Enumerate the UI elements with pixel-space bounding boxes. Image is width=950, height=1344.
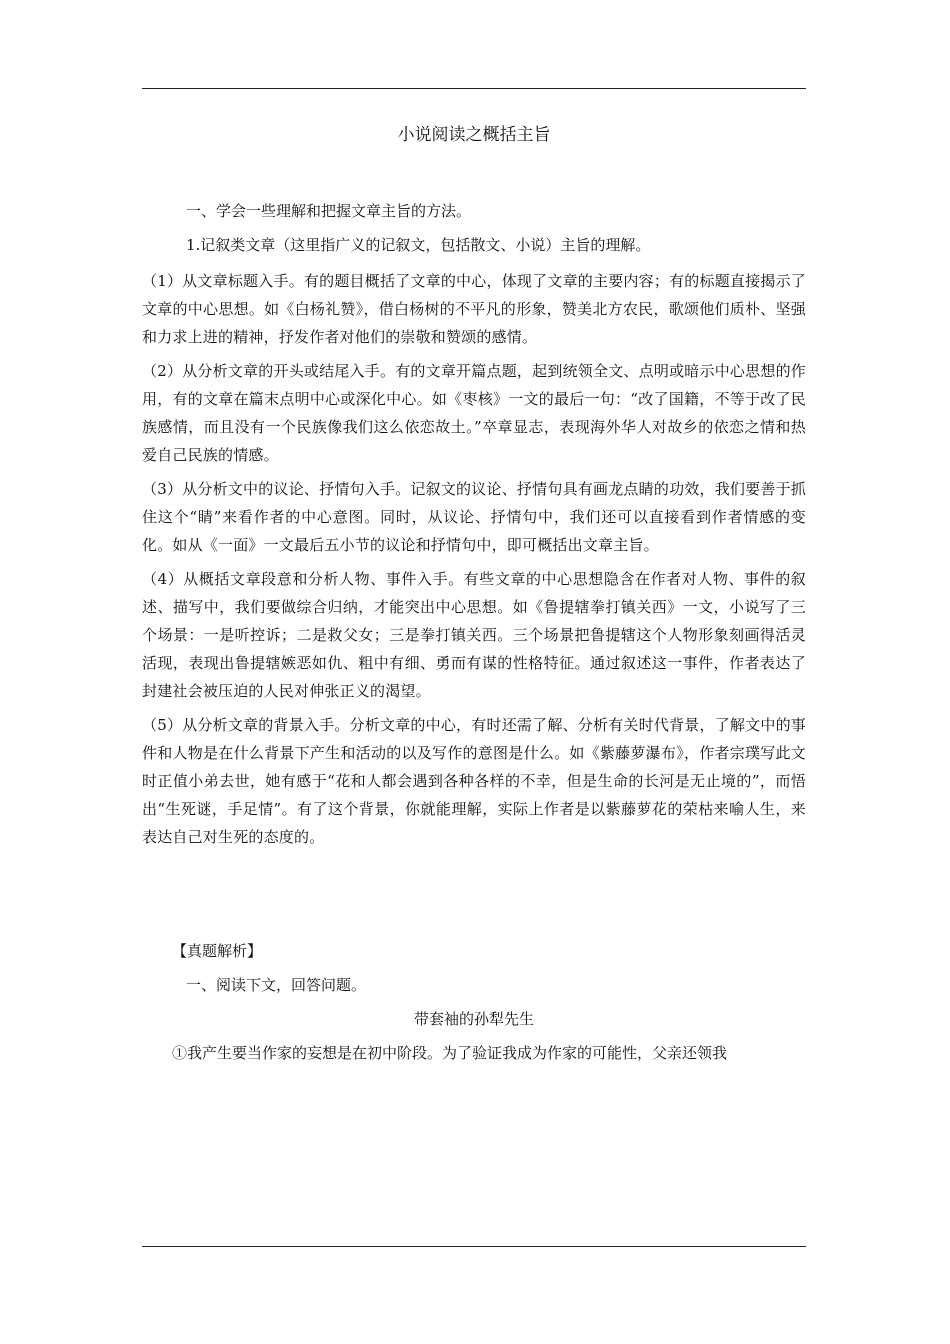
paragraph-method-3: （3）从分析文中的议论、抒情句入手。记叙文的议论、抒情句具有画龙点睛的功效，我们要善于抓住这个“睛”来看作者的中心意图。同时，从议论、抒情句中，我们还可以直接看到作者情感的变化。如从《一面》一文最后五小节的议论和抒情句中，即可概括出文章主旨。 xyxy=(142,480,806,554)
story-title: 带套袖的孙犁先生 xyxy=(413,1010,534,1028)
header-rule xyxy=(142,88,806,89)
subsection-heading: 1.记叙类文章（这里指广义的记叙文，包括散文、小说）主旨的理解。 xyxy=(186,236,651,254)
paragraph-method-1: （1）从文章标题入手。有的题目概括了文章的中心，体现了文章的主要内容；有的标题直接揭示了文章的中心思想。如《白杨礼赞》，借白杨树的不平凡的形象，赞美北方农民，歌颂他们质朴、坚强和力求上进的精神，抒发作者对他们的崇敬和赞颂的感情。 xyxy=(142,272,806,346)
document-title: 小说阅读之概括主旨 xyxy=(397,125,551,145)
question-heading: 一、阅读下文，回答问题。 xyxy=(186,976,367,994)
paragraph-method-4: （4）从概括文章段意和分析人物、事件入手。有些文章的中心思想隐含在作者对人物、事件的叙述、描写中，我们要做综合归纳，才能突出中心思想。如《鲁提辖拳打镇关西》一文，小说写了三个场景：一是听控诉；二是救父女；三是拳打镇关西。三个场景把鲁提辖这个人物形象刻画得活灵活现，表现出鲁提辖嫉恶如仇、粗中有细、勇而有谋的性格特征。通过叙述这一事件，作者表达了封建社会被压迫的人民对伸张正义的渴望。 xyxy=(142,570,806,700)
paragraph-method-2: （2）从分析文章的开头或结尾入手。有的文章开篇点题，起到统领全文、点明或暗示中心思想的作用，有的文章在篇末点明中心或深化中心。如《枣核》一文的最后一句：“改了国籍，不等于改了民族感情，而且没有一个民族像我们这么依恋故土。”卒章显志，表现海外华人对故乡的依恋之情和热爱自己民族的情感。 xyxy=(142,362,806,464)
paragraph-method-5: （5）从分析文章的背景入手。分析文章的中心，有时还需了解、分析有关时代背景，了解文中的事件和人物是在什么背景下产生和活动的以及写作的意图是什么。如《紫藤萝瀑布》，作者宗璞写此文时正值小弟去世，她有感于“花和人都会遇到各种各样的不幸，但是生命的长河是无止境的”，而悟出“生死谜，手足情”。有了这个背景，你就能理解，实际上作者是以紫藤萝花的荣枯来喻人生，来表达自己对生死的态度的。 xyxy=(142,716,806,846)
story-paragraph-1: ①我产生要当作家的妄想是在初中阶段。为了验证我成为作家的可能性，父亲还领我 xyxy=(172,1044,728,1062)
footer-rule xyxy=(142,1246,806,1247)
document-page xyxy=(142,100,806,1067)
section-heading: 一、学会一些理解和把握文章主旨的方法。 xyxy=(186,202,472,220)
analysis-heading: 【真题解析】 xyxy=(172,942,263,960)
